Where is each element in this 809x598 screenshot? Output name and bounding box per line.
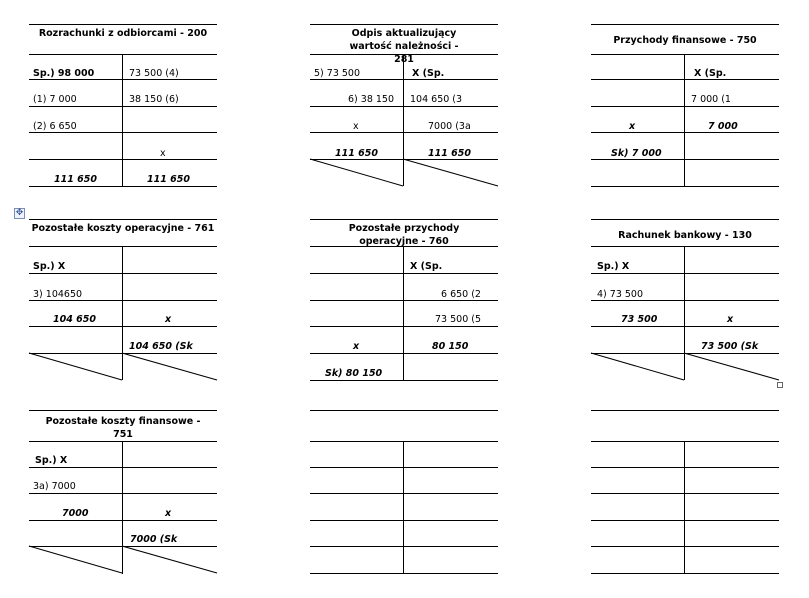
closing-balance: 7000 (Sk bbox=[130, 534, 178, 545]
account-title: Rachunek bankowy - 130 bbox=[618, 230, 752, 241]
debit-cell: Sp.) 98 000 bbox=[33, 68, 95, 79]
closing-balance: Sk) 80 150 bbox=[325, 368, 383, 379]
account-200 bbox=[29, 24, 217, 189]
debit-total: 73 500 bbox=[621, 314, 658, 325]
closing-balance: 104 650 (Sk bbox=[129, 341, 193, 352]
closing-balance: 73 500 (Sk bbox=[701, 341, 759, 352]
account-title: Rozrachunki z odbiorcami - 200 bbox=[38, 28, 208, 39]
debit-cell: 5) 73 500 bbox=[314, 68, 361, 79]
debit-total: 111 650 bbox=[54, 174, 97, 185]
debit-total: 7000 bbox=[62, 508, 89, 519]
debit-cell: 6) 38 150 bbox=[348, 94, 395, 105]
credit-cell: 73 500 (5 bbox=[435, 314, 482, 325]
table-move-handle-icon[interactable]: ✥ bbox=[15, 208, 24, 218]
credit-cell: X (Sp. bbox=[412, 68, 445, 79]
credit-cell: 73 500 (4) bbox=[129, 68, 179, 79]
credit-cell: 6 650 (2 bbox=[441, 289, 481, 300]
debit-cell: 3) 104650 bbox=[33, 289, 83, 300]
empty-account bbox=[310, 410, 498, 575]
credit-cell: x bbox=[165, 508, 172, 519]
account-title: Pozostałe koszty operacyjne - 761 bbox=[31, 223, 215, 234]
debit-cell: 3a) 7000 bbox=[33, 481, 76, 492]
debit-total: 111 650 bbox=[335, 148, 378, 159]
debit-cell: x bbox=[629, 121, 636, 132]
closing-diagonal bbox=[310, 159, 498, 187]
account-751 bbox=[29, 410, 217, 575]
account-761 bbox=[29, 219, 217, 384]
debit-cell: Sp.) X bbox=[33, 261, 66, 272]
credit-cell: 7000 (3a bbox=[428, 121, 471, 132]
credit-cell: x bbox=[160, 148, 166, 159]
credit-cell: X (Sp. bbox=[694, 68, 727, 79]
credit-total: 111 650 bbox=[428, 148, 471, 159]
credit-cell: x bbox=[727, 314, 734, 325]
resize-handle-icon[interactable] bbox=[777, 382, 783, 388]
closing-diagonal bbox=[591, 353, 779, 381]
debit-cell: 4) 73 500 bbox=[597, 289, 644, 300]
debit-cell: x bbox=[353, 121, 359, 132]
debit-cell: x bbox=[353, 341, 360, 352]
credit-total: 111 650 bbox=[147, 174, 190, 185]
debit-cell: Sp.) X bbox=[597, 261, 630, 272]
account-title: Przychody finansowe - 750 bbox=[613, 35, 757, 46]
empty-account bbox=[591, 410, 779, 575]
debit-cell: (2) 6 650 bbox=[33, 121, 77, 132]
account-title: Odpis aktualizujący wartość należności - 281 bbox=[349, 28, 459, 65]
credit-cell: X (Sp. bbox=[410, 261, 443, 272]
closing-diagonal bbox=[29, 353, 217, 381]
account-title: Pozostałe koszty finansowe - 751 bbox=[45, 416, 201, 440]
account-760 bbox=[310, 219, 498, 384]
account-750 bbox=[591, 24, 779, 189]
debit-cell: Sp.) X bbox=[35, 455, 68, 466]
account-title: Pozostałe przychody operacyjne - 760 bbox=[348, 223, 460, 247]
closing-balance: Sk) 7 000 bbox=[611, 148, 662, 159]
credit-cell: 104 650 (3 bbox=[410, 94, 463, 105]
debit-cell: (1) 7 000 bbox=[33, 94, 77, 105]
credit-cell: 38 150 (6) bbox=[129, 94, 179, 105]
credit-cell: 7 000 (1 bbox=[691, 94, 731, 105]
credit-cell: x bbox=[165, 314, 172, 325]
account-130 bbox=[591, 219, 779, 384]
closing-diagonal bbox=[29, 546, 217, 574]
credit-cell: 7 000 bbox=[708, 121, 738, 132]
credit-total: 80 150 bbox=[432, 341, 469, 352]
account-281 bbox=[310, 24, 498, 189]
debit-total: 104 650 bbox=[53, 314, 96, 325]
